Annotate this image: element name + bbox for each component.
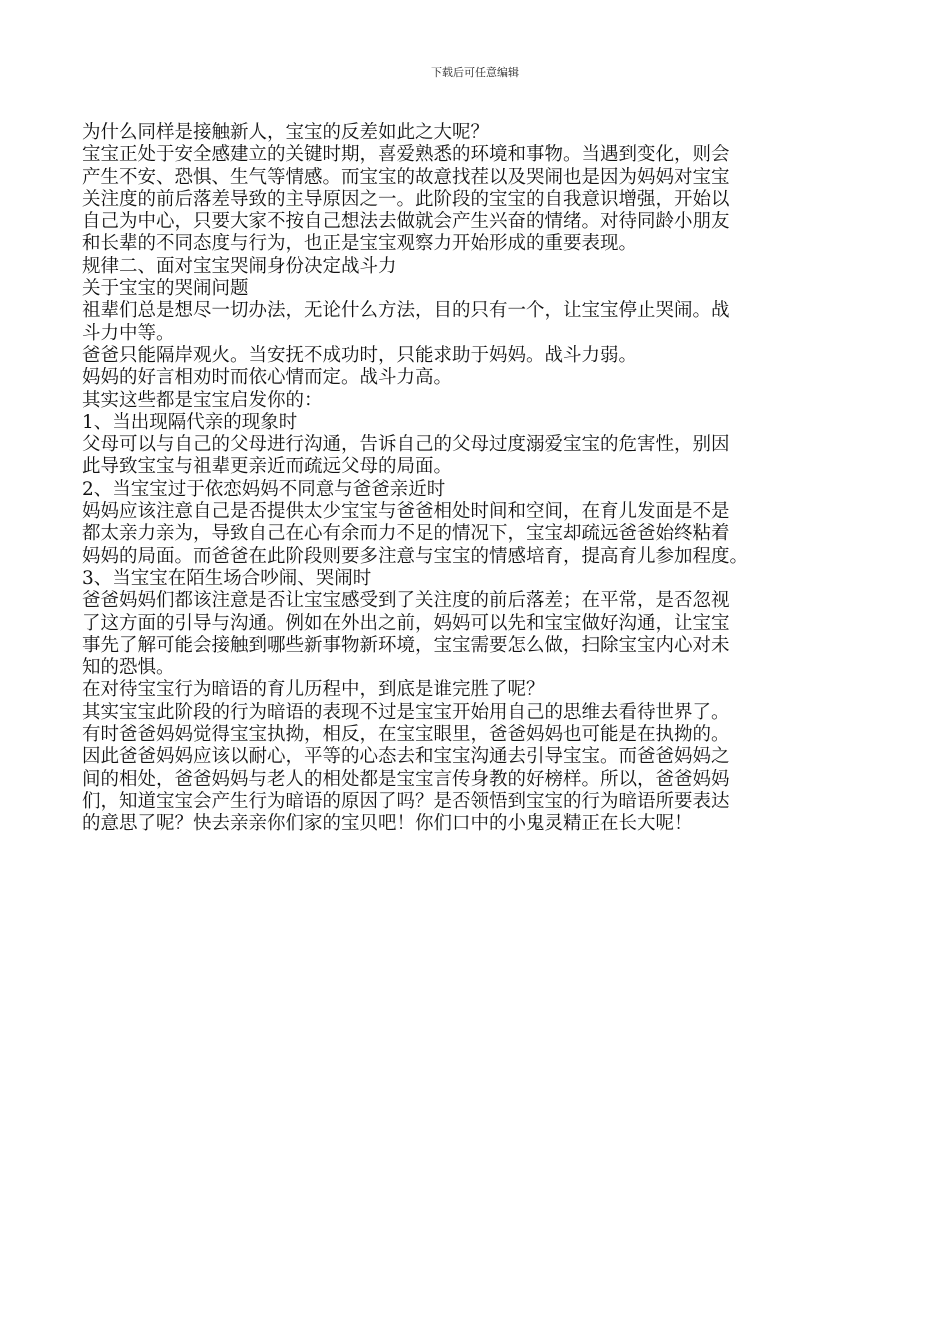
text-line: 事先了解可能会接触到哪些新事物新环境，宝宝需要怎么做，扫除宝宝内心对未 (82, 634, 730, 656)
page-header: 下载后可任意编辑 (431, 66, 519, 79)
text-line: 和长辈的不同态度与行为，也正是宝宝观察力开始形成的重要表现。 (82, 233, 638, 255)
text-line: 们，知道宝宝会产生行为暗语的原因了吗？是否领悟到宝宝的行为暗语所要表达 (82, 790, 730, 812)
text-line: 因此爸爸妈妈应该以耐心，平等的心态去和宝宝沟通去引导宝宝。而爸爸妈妈之 (82, 746, 730, 768)
text-line: 3、当宝宝在陌生场合吵闹、哭闹时 (82, 567, 372, 589)
text-line: 2、当宝宝过于依恋妈妈不同意与爸爸亲近时 (82, 478, 446, 500)
text-line: 为什么同样是接触新人，宝宝的反差如此之大呢？ (82, 122, 490, 143)
text-line: 父母可以与自己的父母进行沟通，告诉自己的父母过度溺爱宝宝的危害性，别因 (82, 434, 730, 456)
text-line: 宝宝正处于安全感建立的关键时期，喜爱熟悉的环境和事物。当遇到变化，则会 (82, 144, 730, 166)
text-line: 知的恐惧。 (82, 657, 175, 679)
text-line: 其实这些都是宝宝启发你的： (82, 389, 323, 411)
text-line: 其实宝宝此阶段的行为暗语的表现不过是宝宝开始用自己的思维去看待世界了。 (82, 701, 730, 723)
text-line: 祖辈们总是想尽一切办法，无论什么方法，目的只有一个，让宝宝停止哭闹。战 (82, 300, 730, 322)
text-line: 在对待宝宝行为暗语的育儿历程中，到底是谁完胜了呢？ (82, 679, 545, 701)
text-line: 妈妈的好言相劝时而依心情而定。战斗力高。 (82, 367, 453, 389)
text-line: 有时爸爸妈妈觉得宝宝执拗，相反，在宝宝眼里，爸爸妈妈也可能是在执拗的。 (82, 724, 730, 746)
text-line: 妈妈的局面。而爸爸在此阶段则要多注意与宝宝的情感培育，提高育儿参加程度。 (82, 545, 749, 567)
text-line: 的意思了呢？快去亲亲你们家的宝贝吧！你们口中的小鬼灵精正在长大呢！ (82, 813, 693, 835)
text-line: 了这方面的引导与沟通。例如在外出之前，妈妈可以先和宝宝做好沟通，让宝宝 (82, 612, 730, 634)
text-line: 关注度的前后落差导致的主导原因之一。此阶段的宝宝的自我意识增强，开始以 (82, 188, 730, 210)
text-line: 关于宝宝的哭闹问题 (82, 278, 249, 300)
text-line: 斗力中等。 (82, 322, 175, 344)
text-line: 间的相处，爸爸妈妈与老人的相处都是宝宝言传身教的好榜样。所以，爸爸妈妈 (82, 768, 730, 790)
text-line: 此导致宝宝与祖辈更亲近而疏远父母的局面。 (82, 456, 453, 478)
text-line: 产生不安、恐惧、生气等情感。而宝宝的故意找茬以及哭闹也是因为妈妈对宝宝 (82, 166, 730, 188)
text-line: 都太亲力亲为，导致自己在心有余而力不足的情况下，宝宝却疏远爸爸始终粘着 (82, 523, 730, 545)
text-line: 规律二、面对宝宝哭闹身份决定战斗力 (82, 255, 397, 277)
text-line: 妈妈应该注意自己是否提供太少宝宝与爸爸相处时间和空间，在育儿发面是不是 (82, 501, 730, 523)
text-line: 自己为中心，只要大家不按自己想法去做就会产生兴奋的情绪。对待同龄小朋友 (82, 211, 730, 233)
text-line: 爸爸只能隔岸观火。当安抚不成功时，只能求助于妈妈。战斗力弱。 (82, 344, 638, 366)
text-line: 1、当出现隔代亲的现象时 (82, 411, 298, 433)
text-line: 爸爸妈妈们都该注意是否让宝宝感受到了关注度的前后落差；在平常，是否忽视 (82, 590, 730, 612)
document-body (82, 122, 874, 836)
